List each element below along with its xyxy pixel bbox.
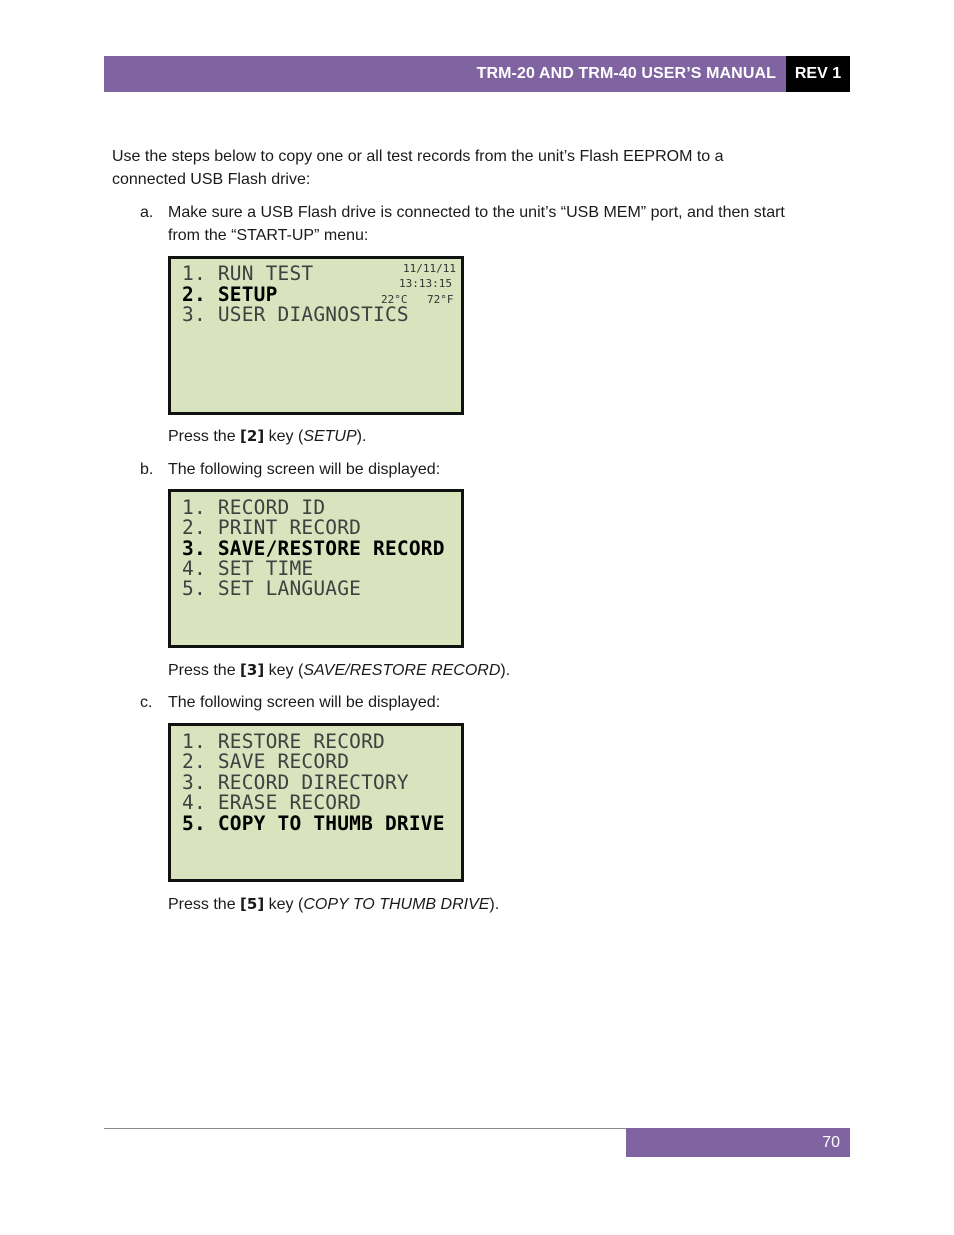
step-c-letter: c.: [140, 694, 153, 711]
lcd-menu-item-selected: 3. SAVE/RESTORE RECORD: [182, 537, 445, 560]
lcd-menu-item-selected: 2. SETUP: [182, 283, 278, 306]
lcd-temp-fahrenheit: 72°F: [427, 293, 454, 306]
press-prefix: Press the: [168, 662, 241, 679]
lcd-menu-item: 1. RECORD ID: [182, 496, 326, 519]
press-mid: key (: [264, 896, 304, 913]
step-b-text: The following screen will be displayed:: [168, 461, 441, 478]
lcd-menu-item: 3. USER DIAGNOSTICS: [182, 303, 409, 326]
action-name: COPY TO THUMB DRIVE: [303, 896, 490, 913]
press-key-instruction-a: [168, 425, 366, 448]
step-b-letter: b.: [140, 461, 154, 478]
lcd-menu-item: 3. RECORD DIRECTORY: [182, 771, 409, 794]
press-key-instruction-c: [168, 893, 499, 916]
lcd-screen-save-restore-menu: [168, 723, 464, 882]
intro-paragraph: [112, 145, 832, 191]
step-a-line-1: Make sure a USB Flash drive is connected to the unit’s “USB MEM” port, and then start: [168, 204, 785, 221]
action-name: SAVE/RESTORE RECORD: [303, 662, 501, 679]
footer-rule: [104, 1128, 626, 1129]
lcd-menu-item: 4. SET TIME: [182, 557, 314, 580]
page-number: 70: [626, 1128, 850, 1157]
press-prefix: Press the: [168, 896, 241, 913]
key-label: [3]: [240, 661, 265, 679]
intro-line-2: connected USB Flash drive:: [112, 171, 311, 188]
action-name: SETUP: [303, 428, 357, 445]
step-a-line-2: from the “START-UP” menu:: [168, 227, 369, 244]
lcd-menu-item: 1. RUN TEST: [182, 262, 314, 285]
revision-badge: REV 1: [786, 56, 850, 92]
press-mid: key (: [264, 428, 304, 445]
press-key-instruction-b: [168, 659, 510, 682]
lcd-menu-item: 2. SAVE RECORD: [182, 750, 350, 773]
lcd-menu-item: 4. ERASE RECORD: [182, 791, 362, 814]
lcd-date: 11/11/11: [403, 262, 456, 275]
key-label: [5]: [240, 895, 265, 913]
lcd-menu-item-selected: 5. COPY TO THUMB DRIVE: [182, 812, 445, 835]
lcd-screen-startup-menu: [168, 256, 464, 415]
press-prefix: Press the: [168, 428, 241, 445]
intro-line-1: Use the steps below to copy one or all test records from the unit’s Flash EEPROM to a: [112, 148, 724, 165]
press-suffix: ).: [356, 428, 367, 445]
step-c-text: The following screen will be displayed:: [168, 694, 441, 711]
lcd-screen-setup-menu: [168, 489, 464, 648]
press-suffix: ).: [500, 662, 511, 679]
step-a-letter: a.: [140, 204, 154, 221]
lcd-time: 13:13:15: [399, 277, 452, 290]
running-header-title: TRM-20 AND TRM-40 USER’S MANUAL: [104, 56, 786, 92]
press-suffix: ).: [489, 896, 500, 913]
lcd-menu-item: 2. PRINT RECORD: [182, 516, 362, 539]
step-a-text: [168, 201, 838, 247]
lcd-menu-item: 5. SET LANGUAGE: [182, 577, 362, 600]
key-label: [2]: [240, 427, 265, 445]
lcd-temp-celsius: 22°C: [381, 293, 408, 306]
lcd-menu-item: 1. RESTORE RECORD: [182, 730, 385, 753]
press-mid: key (: [264, 662, 304, 679]
